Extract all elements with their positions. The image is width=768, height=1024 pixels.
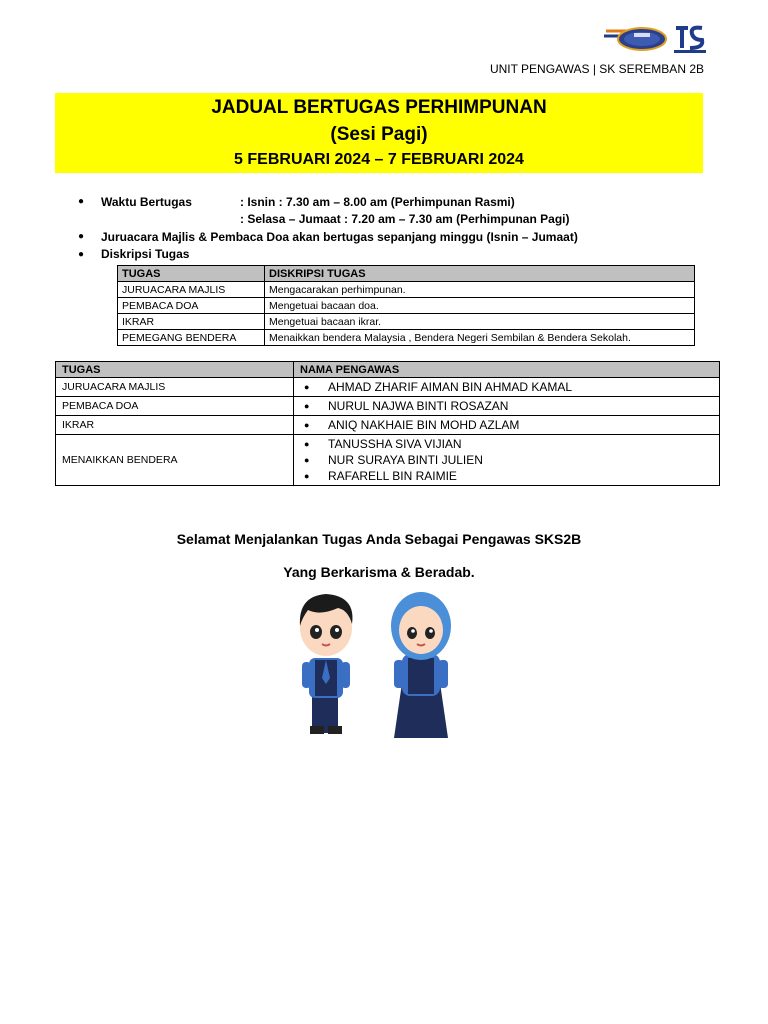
- bullet-icon: ●: [304, 439, 310, 449]
- name-item: [300, 398, 713, 414]
- ts25-logo-icon: [674, 22, 706, 54]
- table-row: [118, 282, 695, 298]
- column-header: TUGAS: [118, 266, 265, 282]
- table-cell: Menaikkan bendera Malaysia , Bendera Negeri Sembilan & Bendera Sekolah.: [265, 330, 695, 346]
- bullet-icon: ●: [78, 248, 85, 260]
- girl-prefect-icon: [391, 592, 451, 738]
- column-header: TUGAS: [56, 362, 294, 378]
- prefect-cartoon-illustration: [290, 588, 470, 743]
- bullet-icon: ●: [78, 231, 85, 243]
- info-list: [78, 193, 698, 263]
- column-header: DISKRIPSI TUGAS: [265, 266, 695, 282]
- task-description-table: [117, 265, 695, 346]
- header-logos: [604, 22, 706, 54]
- prefect-name: TANUSSHA SIVA VIJIAN: [328, 437, 462, 451]
- bullet-icon: ●: [304, 420, 310, 430]
- table-header-row: [118, 266, 695, 282]
- waktu-line1: : Isnin : 7.30 am – 8.00 am (Perhimpunan Rasmi): [240, 194, 515, 209]
- prefect-name: NURUL NAJWA BINTI ROSAZAN: [328, 399, 509, 413]
- date-range: 5 FEBRUARI 2024 – 7 FEBRUARI 2024: [234, 151, 524, 168]
- table-cell: JURUACARA MAJLIS: [118, 282, 265, 298]
- table-row: [118, 330, 695, 346]
- title-banner: [55, 93, 703, 173]
- name-item: [300, 452, 713, 468]
- prefect-name: NUR SURAYA BINTI JULIEN: [328, 453, 483, 467]
- table-cell: Mengetuai bacaan ikrar.: [265, 314, 695, 330]
- juruacara-note: Juruacara Majlis & Pembaca Doa akan bertugas sepanjang minggu (Isnin – Jumaat): [101, 229, 578, 244]
- names-cell: [294, 416, 720, 435]
- page-title: JADUAL BERTUGAS PERHIMPUNAN: [211, 97, 547, 118]
- list-item: [78, 246, 698, 264]
- table-cell: Mengacarakan perhimpunan.: [265, 282, 695, 298]
- prefect-name: ANIQ NAKHAIE BIN MOHD AZLAM: [328, 418, 520, 432]
- bullet-icon: ●: [304, 401, 310, 411]
- name-item: [300, 468, 713, 484]
- table-cell: PEMBACA DOA: [118, 298, 265, 314]
- table-row: [56, 416, 720, 435]
- names-cell: [294, 435, 720, 486]
- names-cell: [294, 397, 720, 416]
- closing-tagline: Yang Berkarisma & Beradab.: [283, 564, 475, 580]
- prefect-names-table: [55, 361, 720, 486]
- table-row: [118, 298, 695, 314]
- table-row: [56, 397, 720, 416]
- session-label: (Sesi Pagi): [330, 124, 428, 145]
- bullet-icon: ●: [78, 196, 85, 208]
- task-cell: JURUACARA MAJLIS: [56, 378, 294, 397]
- list-item: [78, 193, 698, 211]
- table-row: [56, 378, 720, 397]
- school-oval-logo-icon: [604, 23, 668, 53]
- table-cell: Mengetuai bacaan doa.: [265, 298, 695, 314]
- diskripsi-label: Diskripsi Tugas: [101, 247, 190, 262]
- bullet-icon: ●: [304, 382, 310, 392]
- names-cell: [294, 378, 720, 397]
- table-row: [56, 435, 720, 486]
- boy-prefect-icon: [300, 594, 353, 734]
- table-header-row: [56, 362, 720, 378]
- task-cell: MENAIKKAN BENDERA: [56, 435, 294, 486]
- task-cell: PEMBACA DOA: [56, 397, 294, 416]
- waktu-line2: : Selasa – Jumaat : 7.20 am – 7.30 am (Perhimpunan Pagi): [240, 212, 570, 227]
- table-cell: IKRAR: [118, 314, 265, 330]
- table-cell: PEMEGANG BENDERA: [118, 330, 265, 346]
- task-cell: IKRAR: [56, 416, 294, 435]
- name-item: [300, 379, 713, 395]
- waktu-label: Waktu Bertugas: [101, 194, 192, 209]
- bullet-icon: ●: [304, 471, 310, 481]
- prefect-name: AHMAD ZHARIF AIMAN BIN AHMAD KAMAL: [328, 380, 573, 394]
- bullet-icon: ●: [304, 455, 310, 465]
- list-item: [78, 211, 698, 229]
- table-row: [118, 314, 695, 330]
- list-item: [78, 228, 698, 246]
- name-item: [300, 417, 713, 433]
- unit-header-text: UNIT PENGAWAS | SK SEREMBAN 2B: [489, 62, 704, 76]
- name-item: [300, 436, 713, 452]
- prefect-name: RAFARELL BIN RAIMIE: [328, 469, 457, 483]
- column-header: NAMA PENGAWAS: [294, 362, 720, 378]
- closing-message: Selamat Menjalankan Tugas Anda Sebagai Pengawas SKS2B: [176, 531, 582, 547]
